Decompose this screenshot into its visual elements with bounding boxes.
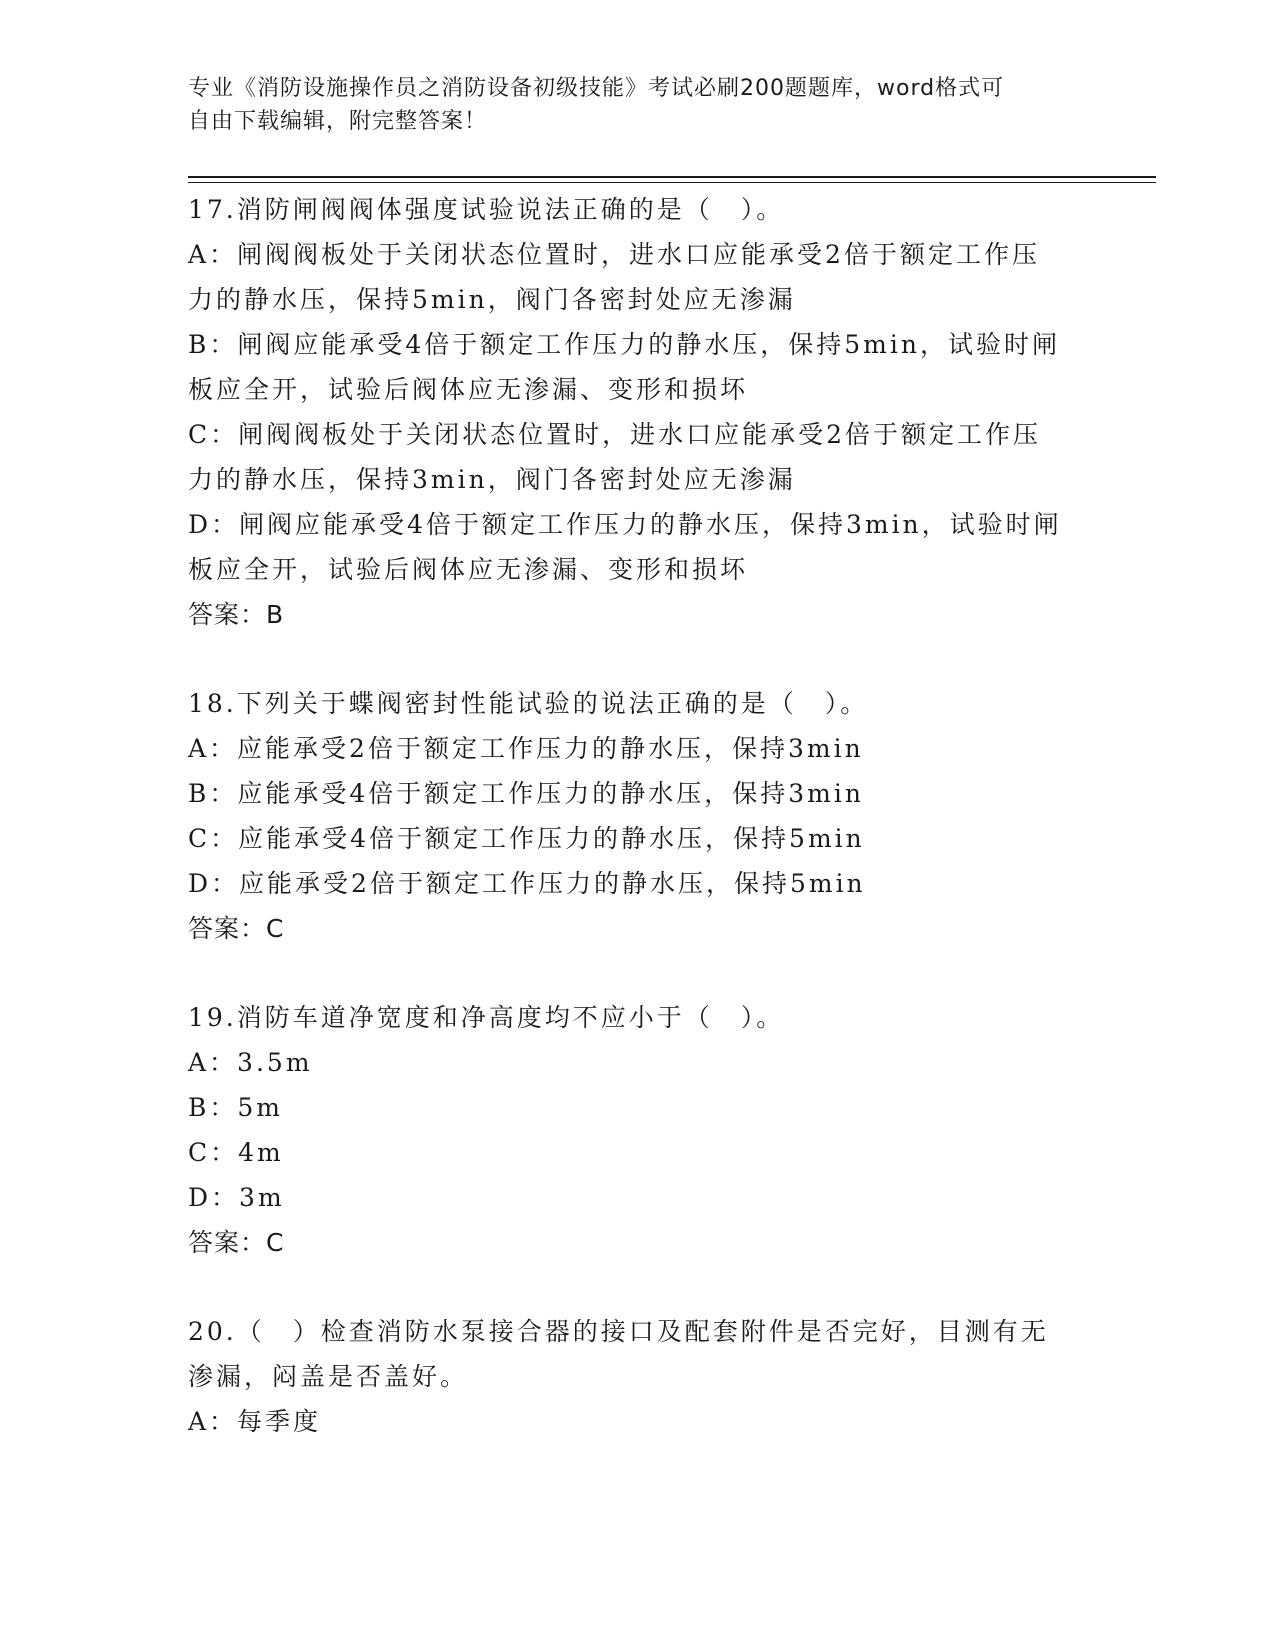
option-a: A：每季度 [188,1407,322,1436]
option-text-line: C：闸阀阀板处于关闭状态位置时，进水口应能承受2倍于额定工作压 [188,420,1042,449]
header-line-2: 自由下载编辑，附完整答案！ [188,109,488,134]
document-header [188,72,1088,138]
option-b: B：5m [188,1093,283,1122]
option-d: D：应能承受2倍于额定工作压力的静水压，保持5min [188,869,866,898]
question-stem: 18.下列关于蝶阀密封性能试验的说法正确的是（ ）。 [188,689,869,718]
option-a [188,232,1088,322]
answer-line: 答案：C [188,914,285,943]
option-a: A：应能承受2倍于额定工作压力的静水压，保持3min [188,734,864,763]
header-divider-thick [188,176,1156,178]
option-text-line: B：闸阀应能承受4倍于额定工作压力的静水压，保持5min，试验时闸 [188,330,1060,359]
option-c [188,412,1088,502]
header-divider-thin [188,182,1156,183]
option-text-line: 力的静水压，保持3min，阀门各密封处应无渗漏 [188,465,796,494]
question-stem: 20.（ ）检查消防水泵接合器的接口及配套附件是否完好，目测有无 [188,1317,1049,1346]
option-text-line: 板应全开，试验后阀体应无渗漏、变形和损坏 [188,555,749,584]
option-d [188,502,1088,592]
option-c: C：应能承受4倍于额定工作压力的静水压，保持5min [188,824,865,853]
option-c: C：4m [188,1138,284,1167]
question-stem: 17.消防闸阀阀体强度试验说法正确的是（ ）。 [188,195,785,224]
option-text-line: A：闸阀阀板处于关闭状态位置时，进水口应能承受2倍于额定工作压 [188,240,1040,269]
question-list [188,187,1088,1488]
option-text-line: D：闸阀应能承受4倍于额定工作压力的静水压，保持3min，试验时闸 [188,510,1062,539]
question-19 [188,995,1088,1265]
option-a: A：3.5m [188,1048,313,1077]
question-17 [188,187,1088,637]
header-line-1: 专业《消防设施操作员之消防设备初级技能》考试必刷200题题库，word格式可 [188,76,1005,101]
question-20 [188,1309,1088,1444]
option-text-line: 板应全开，试验后阀体应无渗漏、变形和损坏 [188,375,749,404]
question-18 [188,681,1088,951]
answer-line: 答案：B [188,600,285,629]
option-b: B：应能承受4倍于额定工作压力的静水压，保持3min [188,779,864,808]
question-stem: 19.消防车道净宽度和净高度均不应小于（ ）。 [188,1003,785,1032]
option-text-line: 力的静水压，保持5min，阀门各密封处应无渗漏 [188,285,796,314]
answer-line: 答案：C [188,1228,285,1257]
option-b [188,322,1088,412]
question-stem-continued: 渗漏，闷盖是否盖好。 [188,1362,469,1391]
option-d: D：3m [188,1183,285,1212]
